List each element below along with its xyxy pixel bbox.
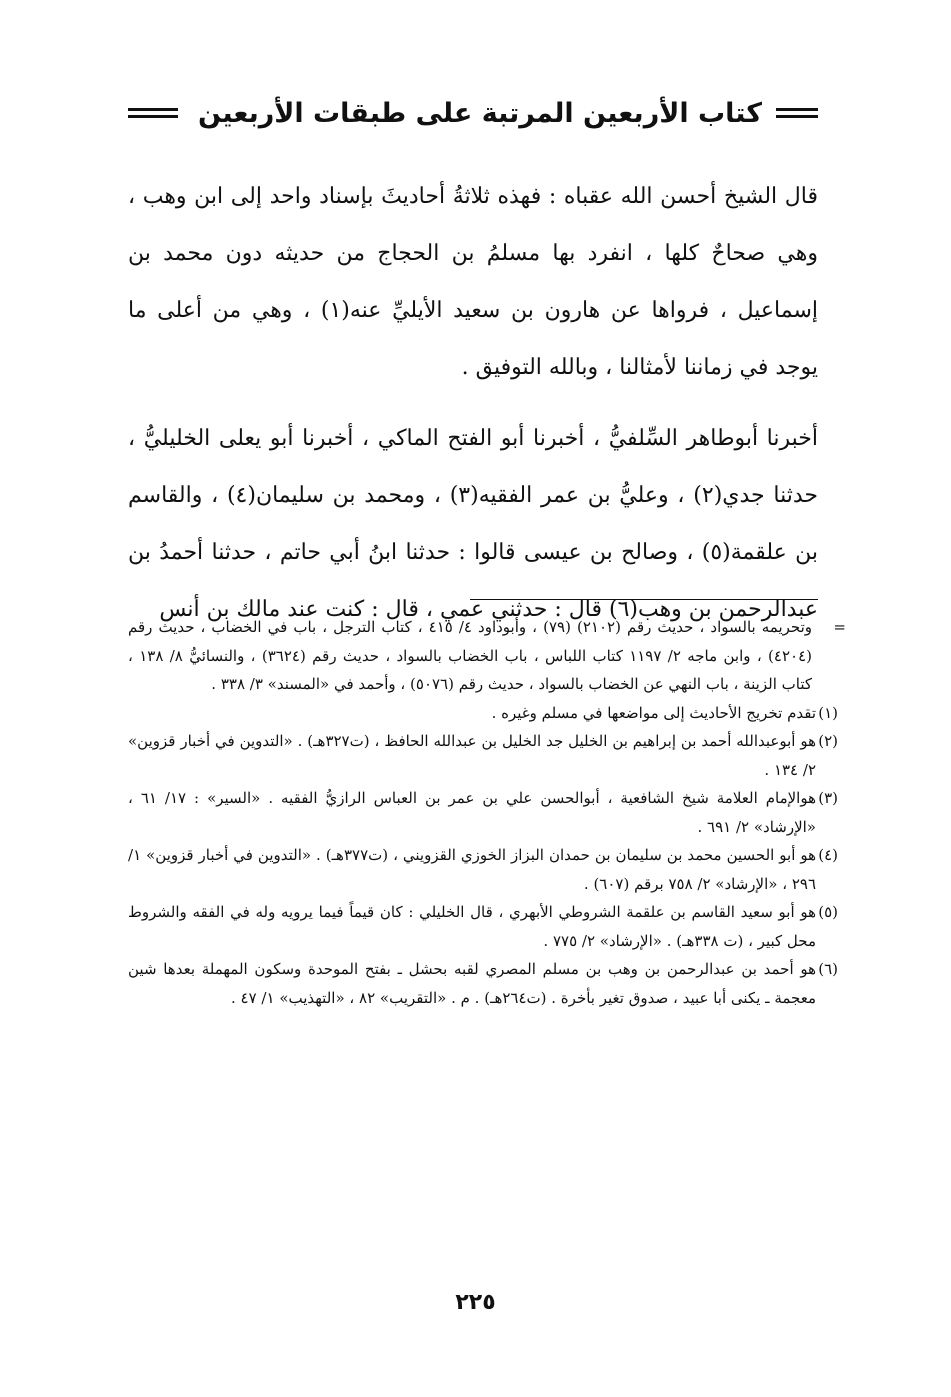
footnote-text: هو أبوعبدالله أحمد بن إبراهيم بن الخليل جد الخليل بن عبدالله الحافظ ، (ت٣٢٧هـ) . «التدوين في أخبار قزوين» ٢/ ١٣٤ . <box>128 732 816 779</box>
footnote-number: (٢) <box>818 732 838 750</box>
body-paragraph-1: قال الشيخ أحسن الله عقباه : فهذه ثلاثةُ أحاديثَ بإسناد واحد إلى ابن وهب ، وهي صحاحٌ كلها ، انفرد بها مسلمُ بن الحجاج من حديثه دون محمد بن إسماعيل ، فرواها عن هارون بن سعيد الأيليِّ عنه(١) ، وهي من أعلى ما يوجد في زماننا لأمثالنا ، وبالله التوفيق . <box>128 184 818 380</box>
main-text <box>128 168 818 638</box>
footnote-4 <box>128 841 838 898</box>
running-header <box>128 88 818 138</box>
footnote-5 <box>128 898 838 955</box>
footnote-text: هوالإمام العلامة شيخ الشافعية ، أبوالحسن علي بن عمر بن العباس الرازيُّ الفقيه . «السير» : ١٧/ ٦١ ، «الإرشاد» ٢/ ٦٩١ . <box>128 789 817 836</box>
header-ornament-left <box>128 108 178 118</box>
footnote-1 <box>128 699 838 728</box>
footnote-continuation <box>128 613 846 699</box>
footnote-text: تقدم تخريج الأحاديث إلى مواضعها في مسلم وغيره . <box>491 703 816 722</box>
footnotes <box>128 613 846 1012</box>
footnote-text: هو أحمد بن عبدالرحمن بن وهب بن مسلم المصري لقبه بحشل ـ بفتح الموحدة وسكون المهملة بعدها شين معجمة ـ يكنى أبا عبيد ، صدوق تغير بأخرة . (ت٢٦٤هـ) . م . «التقريب» ٨٢ ، «التهذيب» ١/ ٤٧ . <box>128 960 816 1007</box>
body-paragraph-2: أخبرنا أبوطاهر السِّلفيُّ ، أخبرنا أبو الفتح الماكي ، أخبرنا أبو يعلى الخليليُّ ، حدثنا جدي(٢) ، وعليُّ بن عمر الفقيه(٣) ، ومحمد بن سليمان(٤) ، والقاسم بن علقمة(٥) ، وصالح بن عيسى قالوا : حدثنا ابنُ أبي حاتم ، حدثنا أحمدُ بن عبدالرحمن بن وهب(٦) قال : حدثني عمي ، قال : كنت عند مالك بن أنس <box>128 426 819 622</box>
footnote-2 <box>128 727 838 784</box>
footnote-6 <box>128 955 838 1012</box>
footnote-separator <box>470 599 818 600</box>
footnote-number: (٤) <box>818 846 838 864</box>
header-ornament-right <box>776 108 818 118</box>
footnote-text: هو أبو الحسين محمد بن سليمان بن حمدان البزاز الخوزي القزويني ، (ت٣٧٧هـ) . «التدوين في أخبار قزوين» ١/ ٢٩٦ ، «الإرشاد» ٢/ ٧٥٨ برقم (٦٠٧) . <box>128 846 817 893</box>
continuation-marker: = <box>833 618 846 636</box>
footnote-number: (٣) <box>818 789 838 807</box>
page-number: ٢٢٥ <box>455 1290 496 1315</box>
footnote-number: (٥) <box>818 903 838 921</box>
footnote-text: هو أبو سعيد القاسم بن علقمة الشروطي الأبهري ، قال الخليلي : كان قيماً فيما يرويه وله في الفقه والشروط محل كبير ، (ت ٣٣٨هـ) . «الإرشاد» ٢/ ٧٧٥ . <box>128 903 816 950</box>
footnote-continuation-text: وتحريمه بالسواد ، حديث رقم (٢١٠٢) (٧٩) ، وأبوداود ٤/ ٤١٥ ، كتاب الترجل ، باب في الخضاب ، حديث رقم (٤٢٠٤) ، وابن ماجه ٢/ ١١٩٧ كتاب اللباس ، باب الخضاب بالسواد ، حديث رقم (٣٦٢٤) ، والنسائيُّ ٨/ ١٣٨ ، كتاب الزينة ، باب النهي عن الخضاب بالسواد ، حديث رقم (٥٠٧٦) ، وأحمد في «المسند» ٣/ ٣٣٨ . <box>128 618 813 693</box>
footnote-number: (١) <box>818 703 838 722</box>
footnote-number: (٦) <box>818 960 838 978</box>
book-title: كتاب الأربعين المرتبة على طبقات الأربعين <box>198 97 762 129</box>
footnote-3 <box>128 784 838 841</box>
